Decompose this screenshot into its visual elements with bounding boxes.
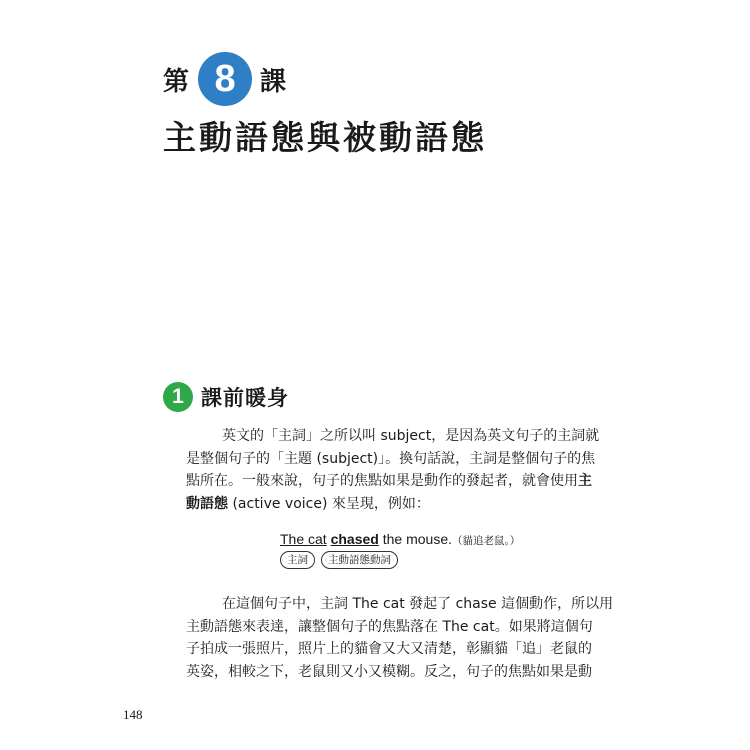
- paragraph-1: [186, 425, 600, 515]
- lesson-suffix: 課: [260, 66, 288, 97]
- subject-tag: 主詞: [280, 551, 315, 569]
- lesson-number-badge: 8: [198, 52, 252, 106]
- paragraph-2-line-3: 子拍成一張照片，照片上的貓會又大又清楚，彰顯貓「追」老鼠的: [186, 641, 592, 657]
- paragraph-1-line-3-text: 點所在。一般來說，句子的焦點如果是動作的發起者，就會使用: [186, 473, 578, 489]
- paragraph-2: [186, 593, 614, 683]
- paragraph-1-line-3-bold: 主: [578, 473, 592, 489]
- section-number-badge: 1: [163, 382, 193, 412]
- lesson-title: 主動語態與被動語態: [163, 118, 487, 157]
- paragraph-1-line-4-text: (active voice) 來呈現，例如：: [228, 495, 430, 512]
- paragraph-1-line-2: 是整個句子的「主題 (subject)」。換句話說，主詞是整個句子的焦: [186, 450, 596, 467]
- paragraph-1-line-4: [186, 493, 578, 516]
- example-object: the mouse.: [382, 531, 452, 547]
- example-tags: [280, 551, 398, 569]
- paragraph-1-line-1: 英文的「主詞」之所以叫 subject，是因為英文句子的主詞就: [222, 428, 600, 444]
- example-subject: The cat: [280, 531, 327, 547]
- paragraph-2-line-2: 主動語態來表達，讓整個句子的焦點落在 The cat。如果將這個句: [186, 618, 593, 635]
- page-number: 148: [123, 707, 143, 722]
- example-gloss: （貓追老鼠。）: [452, 535, 521, 547]
- example-verb: chased: [330, 531, 379, 547]
- example-sentence: [280, 531, 520, 548]
- section-title: 課前暖身: [201, 386, 289, 410]
- lesson-prefix: 第: [163, 66, 191, 97]
- active-verb-tag: 主動語態動詞: [321, 551, 398, 569]
- section-header: [163, 382, 289, 412]
- paragraph-2-line-4: 英姿，相較之下，老鼠則又小又模糊。反之，句子的焦點如果是動: [186, 663, 592, 680]
- lesson-header: [163, 52, 287, 106]
- paragraph-1-line-4-bold: 動語態: [186, 495, 228, 512]
- paragraph-2-line-1: 在這個句子中，主詞 The cat 發起了 chase 這個動作，所以用: [222, 596, 614, 612]
- paragraph-1-line-3: [186, 470, 592, 493]
